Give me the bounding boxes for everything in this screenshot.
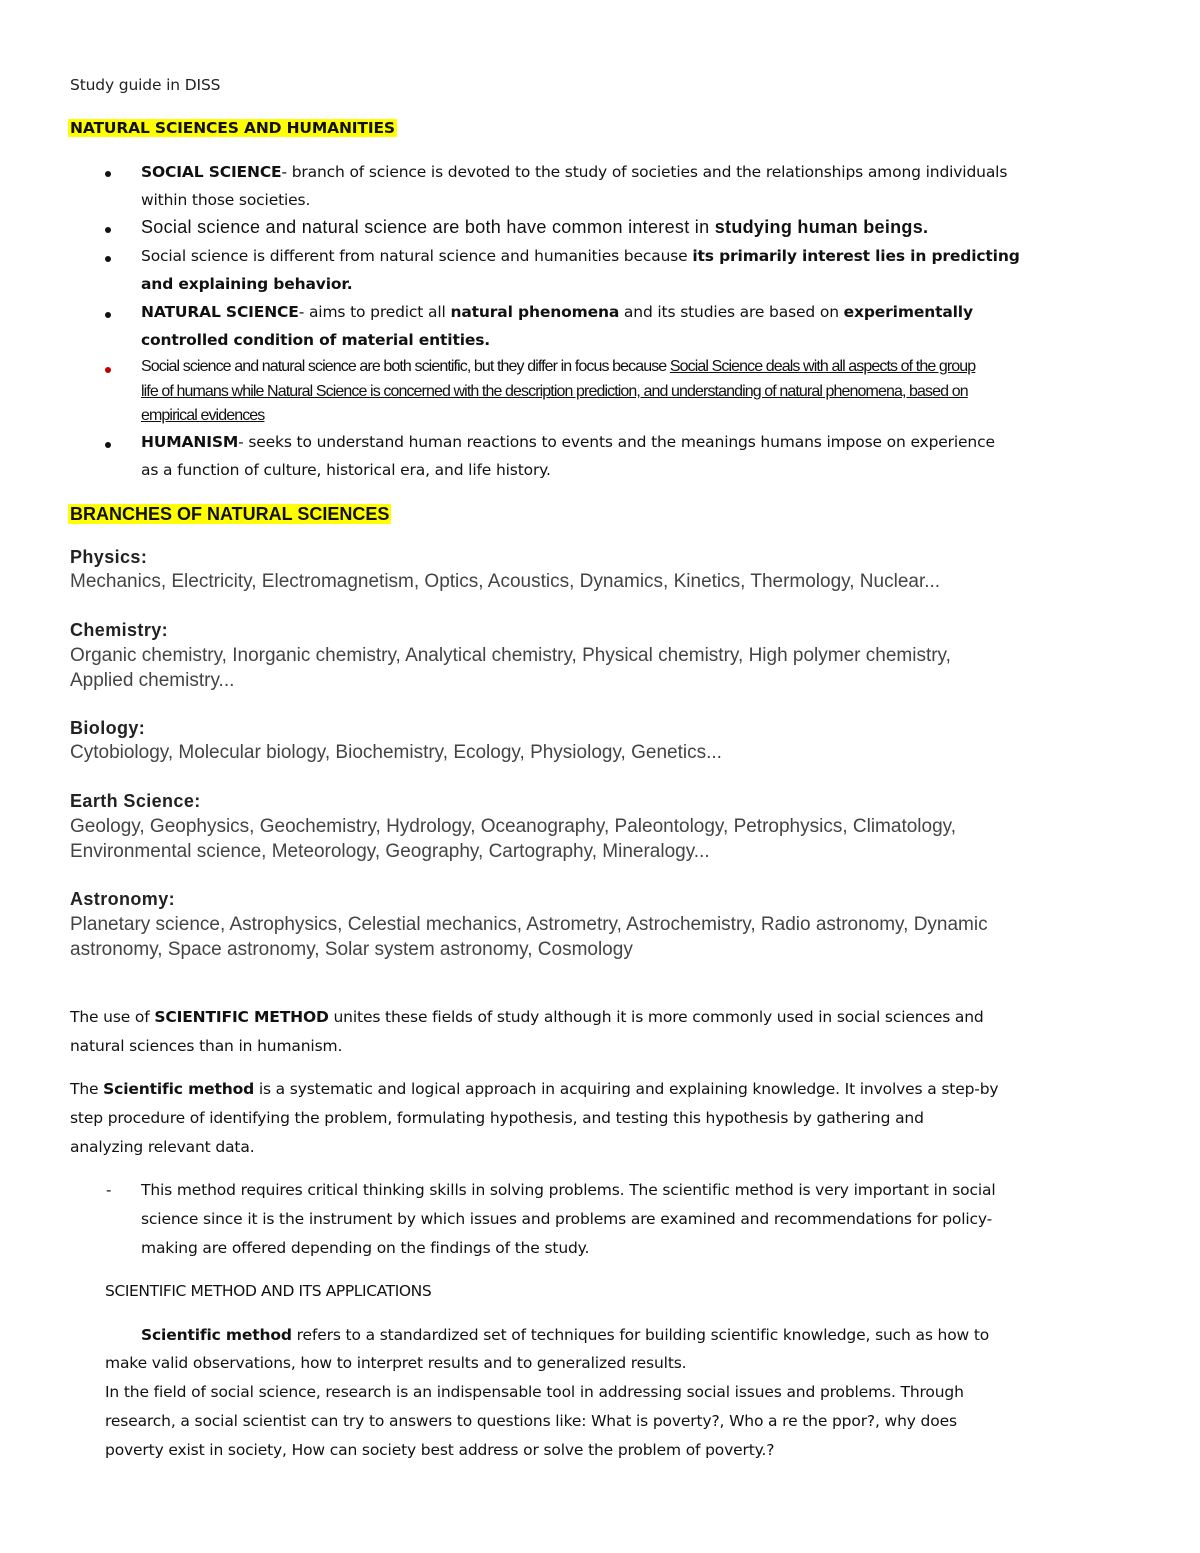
term-social-science: SOCIAL SCIENCE xyxy=(141,163,282,181)
branch-list-chemistry-cont: Applied chemistry... xyxy=(70,670,235,691)
paragraph-text: The xyxy=(70,1080,104,1098)
bullet-icon xyxy=(105,171,111,177)
section-heading-natural-sciences-humanities xyxy=(68,119,397,137)
bullet-icon xyxy=(105,312,111,318)
subheading-scientific-method-applications: SCIENTIFIC METHOD AND ITS APPLICATIONS xyxy=(105,1282,432,1300)
bullet-text: - aims to predict all xyxy=(298,303,451,321)
bullet-scientific-difference-cont: life of humans while Natural Science is concerned with the description prediction, and understanding of natural phenomena, based on xyxy=(141,383,968,400)
paragraph-scientific-method-definition xyxy=(70,1080,998,1098)
paragraph-scientific-method-refers xyxy=(141,1326,989,1344)
bullet-bold-text: its primarily interest lies in predicting xyxy=(692,247,1020,265)
document-title: Study guide in DISS xyxy=(70,76,221,94)
bullet-text: and its studies are based on xyxy=(619,303,844,321)
bullet-text: Social science is different from natural science and humanities because xyxy=(141,247,693,265)
branch-label-biology: Biology: xyxy=(70,718,146,738)
bullet-natural-science-cont: controlled condition of material entities. xyxy=(141,331,491,349)
bullet-different-focus-cont: and explaining behavior. xyxy=(141,275,353,293)
bullet-icon xyxy=(105,442,111,448)
branch-list-astronomy-cont: astronomy, Space astronomy, Solar system astronomy, Cosmology xyxy=(70,939,633,960)
branch-label-earth-science: Earth Science: xyxy=(70,791,201,811)
bullet-bold-text: experimentally xyxy=(843,303,973,321)
branch-list-chemistry: Organic chemistry, Inorganic chemistry, Analytical chemistry, Physical chemistry, High polymer chemistry, xyxy=(70,645,951,666)
paragraph-text: unites these fields of study although it is more commonly used in social sciences and xyxy=(328,1008,984,1026)
paragraph-bold-text: Scientific method xyxy=(141,1326,292,1344)
dash-item-critical-thinking-cont: science since it is the instrument by which issues and problems are examined and recommendations for policy- xyxy=(141,1210,993,1228)
branch-list-earth-science: Geology, Geophysics, Geochemistry, Hydrology, Oceanography, Paleontology, Petrophysics, Climatology, xyxy=(70,816,957,837)
paragraph-scientific-method-definition-cont: step procedure of identifying the problem, formulating hypothesis, and testing this hypothesis by gathering and xyxy=(70,1109,924,1127)
paragraph-text: refers to a standardized set of techniques for building scientific knowledge, such as how to xyxy=(291,1326,990,1344)
bullet-text: Social science and natural science are both have common interest in xyxy=(141,217,715,237)
bullet-underlined-text: Social Science deals with all aspects of the group xyxy=(669,358,976,375)
paragraph-text: The use of xyxy=(70,1008,155,1026)
bullet-text: Social science and natural science are both scientific, but they differ in focus because xyxy=(141,358,670,375)
section-heading-branches xyxy=(68,504,391,525)
bullet-scientific-difference-cont: empirical evidences xyxy=(141,407,265,424)
red-bullet-icon xyxy=(105,367,111,373)
bullet-scientific-difference xyxy=(141,358,975,376)
bullet-different-focus xyxy=(141,247,1020,265)
branch-list-physics: Mechanics, Electricity, Electromagnetism, Optics, Acoustics, Dynamics, Kinetics, Thermology, Nuclear... xyxy=(70,571,941,592)
paragraph-scientific-method-use-cont: natural sciences than in humanism. xyxy=(70,1037,343,1055)
bullet-natural-science xyxy=(141,303,973,321)
paragraph-research-tool-cont: poverty exist in society, How can society best address or solve the problem of poverty.? xyxy=(105,1441,775,1459)
term-humanism: HUMANISM xyxy=(141,433,239,451)
branch-label-physics: Physics: xyxy=(70,547,148,567)
dash-item-critical-thinking-cont: making are offered depending on the findings of the study. xyxy=(141,1239,590,1257)
bullet-text: - seeks to understand human reactions to events and the meanings humans impose on experience xyxy=(238,433,995,451)
bullet-humanism-cont: as a function of culture, historical era, and life history. xyxy=(141,461,551,479)
branch-label-astronomy: Astronomy: xyxy=(70,889,176,909)
branch-list-astronomy: Planetary science, Astrophysics, Celestial mechanics, Astrometry, Astrochemistry, Radio astronomy, Dynamic xyxy=(70,914,988,935)
bullet-social-science xyxy=(141,163,1007,181)
bullet-humanism xyxy=(141,433,995,451)
bullet-common-interest xyxy=(141,217,928,238)
bullet-bold-text: natural phenomena xyxy=(450,303,620,321)
paragraph-research-tool: In the field of social science, research is an indispensable tool in addressing social issues and problems. Through xyxy=(105,1383,964,1401)
paragraph-text: is a systematic and logical approach in acquiring and explaining knowledge. It involves a step-by xyxy=(254,1080,999,1098)
heading-highlight: NATURAL SCIENCES AND HUMANITIES xyxy=(70,119,395,137)
term-natural-science: NATURAL SCIENCE xyxy=(141,303,299,321)
paragraph-scientific-method-definition-cont: analyzing relevant data. xyxy=(70,1138,255,1156)
branch-label-chemistry: Chemistry: xyxy=(70,620,169,640)
paragraph-bold-text: Scientific method xyxy=(103,1080,255,1098)
heading-highlight: BRANCHES OF NATURAL SCIENCES xyxy=(70,504,390,524)
bullet-bold-text: studying human beings. xyxy=(714,217,929,237)
bullet-icon xyxy=(105,227,111,233)
bullet-icon xyxy=(105,256,111,262)
paragraph-bold-text: SCIENTIFIC METHOD xyxy=(154,1008,329,1026)
branch-list-earth-science-cont: Environmental science, Meteorology, Geography, Cartography, Mineralogy... xyxy=(70,841,710,862)
bullet-social-science-cont: within those societies. xyxy=(141,191,311,209)
dash-item-critical-thinking: This method requires critical thinking skills in solving problems. The scientific method is very important in social xyxy=(141,1181,996,1199)
paragraph-scientific-method-refers-cont: make valid observations, how to interpret results and to generalized results. xyxy=(105,1354,687,1372)
paragraph-research-tool-cont: research, a social scientist can try to answers to questions like: What is poverty?, Who a re the ppor?, why does xyxy=(105,1412,957,1430)
dash-marker: - xyxy=(106,1181,112,1199)
bullet-text: - branch of science is devoted to the study of societies and the relationships among individuals xyxy=(281,163,1008,181)
paragraph-scientific-method-use xyxy=(70,1008,984,1026)
branch-list-biology: Cytobiology, Molecular biology, Biochemistry, Ecology, Physiology, Genetics... xyxy=(70,742,722,763)
